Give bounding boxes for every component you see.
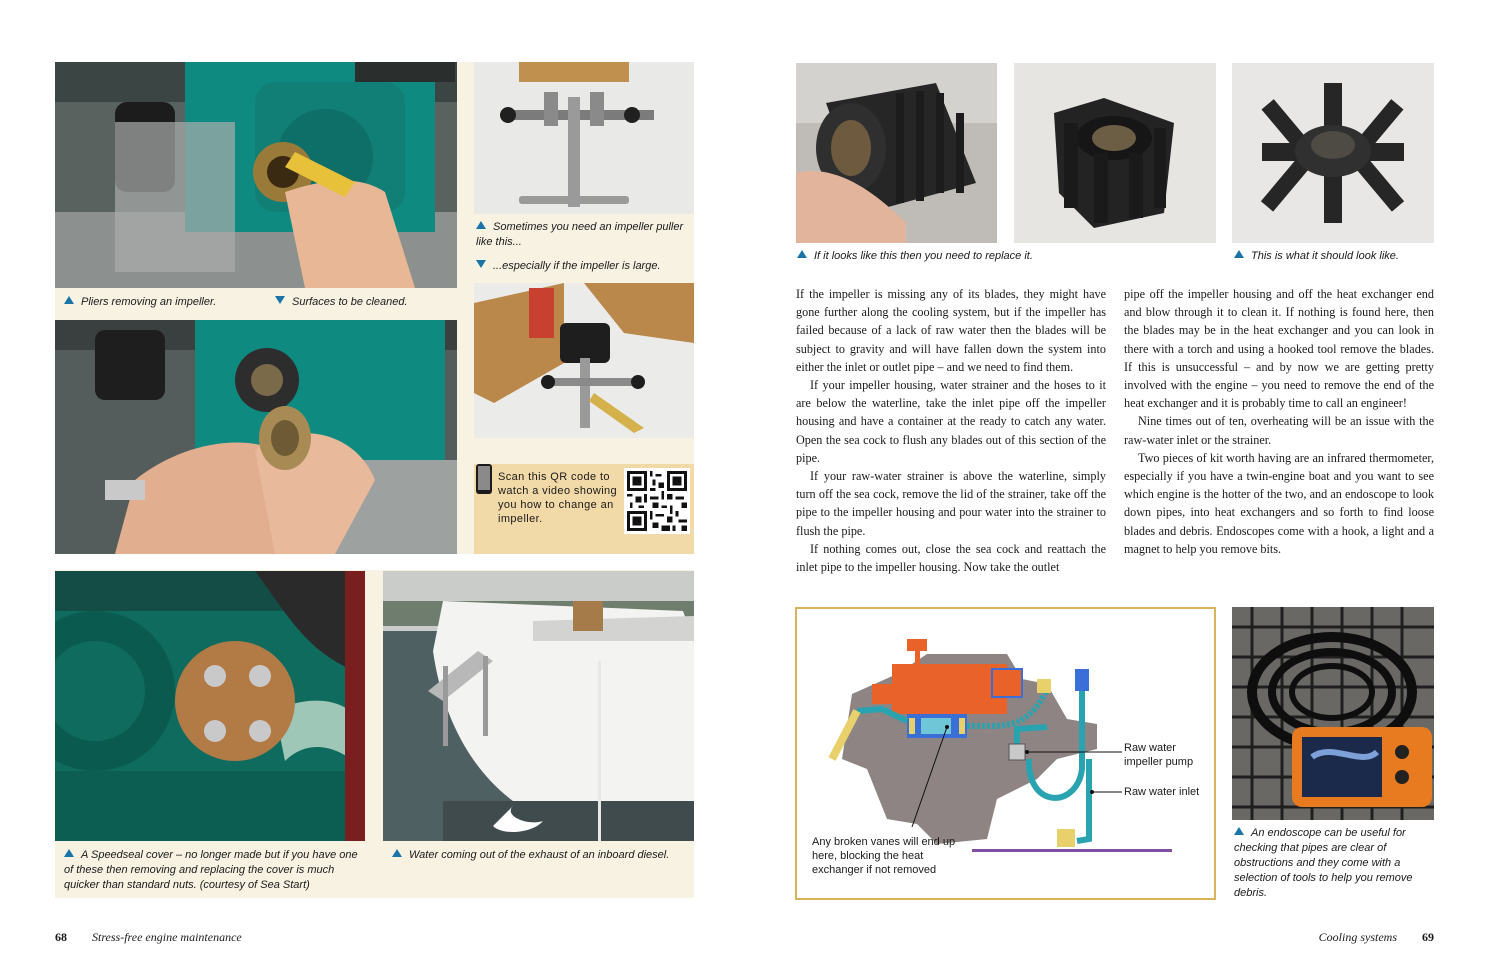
body-column-1 bbox=[796, 285, 1106, 576]
triangle-up-icon bbox=[476, 221, 486, 229]
triangle-up-icon bbox=[64, 296, 74, 304]
triangle-up-icon bbox=[392, 849, 402, 857]
running-title: Cooling systems bbox=[1318, 930, 1397, 944]
paragraph: Nine times out of ten, overheating will be an issue with the raw-water inlet or the strainer. bbox=[1124, 414, 1434, 447]
page-number: 69 bbox=[1422, 930, 1434, 944]
paragraph: If nothing comes out, close the sea cock and reattach the inlet pipe to the impeller housing. Now take the outlet bbox=[796, 541, 1106, 575]
photo-impeller-good bbox=[1232, 63, 1434, 243]
triangle-down-icon bbox=[275, 296, 285, 304]
left-footer bbox=[55, 930, 242, 945]
label-raw-water-impeller-pump: Raw water impeller pump bbox=[1124, 742, 1194, 768]
photo-speedseal-cover bbox=[55, 571, 365, 841]
photo-endoscope bbox=[1232, 607, 1434, 820]
phone-icon bbox=[476, 464, 492, 494]
photo-exhaust-water bbox=[383, 571, 694, 841]
photo-surfaces-to-clean bbox=[55, 320, 457, 554]
caption-surfaces: Surfaces to be cleaned. bbox=[275, 295, 455, 310]
label-broken-vanes: Any broken vanes will end up here, blocking the heat exchanger if not removed bbox=[812, 836, 956, 876]
caption-exhaust: Water coming out of the exhaust of an inboard diesel. bbox=[392, 848, 692, 863]
cooling-diagram bbox=[795, 607, 1216, 900]
caption-puller-2: ...especially if the impeller is large. bbox=[476, 259, 686, 274]
triangle-up-icon bbox=[1234, 827, 1244, 835]
paragraph: If your raw-water strainer is above the waterline, simply turn off the sea cock, remove the lid of the strainer, take off the pipe to the impeller housing and pour water into the strainer to flush the pipe. bbox=[796, 469, 1106, 538]
paragraph: If the impeller is missing any of its blades, they might have gone further along the cooling system, but if the impeller has failed because of a lack of raw water then the blades will be subject to gravity and will have fallen down the system into either the inlet or outlet pipe – and we need to find them. bbox=[796, 287, 1106, 374]
triangle-up-icon bbox=[1234, 250, 1244, 258]
label-raw-water-inlet: Raw water inlet bbox=[1124, 786, 1200, 798]
photo-impeller-front bbox=[1014, 63, 1216, 243]
caption-pliers: Pliers removing an impeller. bbox=[64, 295, 264, 310]
body-column-2 bbox=[1124, 285, 1434, 558]
caption-speedseal: A Speedseal cover – no longer made but if you have one of these then removing and replacing the cover is much quicker than standard nuts. (courtesy of Sea Start) bbox=[64, 849, 358, 891]
triangle-up-icon bbox=[64, 849, 74, 857]
paragraph: If your impeller housing, water strainer and the hoses to it are below the waterline, take the inlet pipe off the impeller housing and have a container at the ready to catch any water. Open the sea cock to flush any blades out of this section of the pipe. bbox=[796, 378, 1106, 465]
photo-pliers-removing-impeller bbox=[55, 62, 457, 288]
photo-puller-on-large-impeller bbox=[474, 283, 694, 438]
right-footer bbox=[1300, 930, 1434, 945]
running-title: Stress-free engine maintenance bbox=[92, 930, 242, 944]
photo-damaged-impeller bbox=[796, 63, 997, 243]
photo-impeller-puller bbox=[474, 62, 694, 214]
qr-text: Scan this QR code to watch a video showing you how to change an impeller. bbox=[498, 471, 618, 525]
triangle-up-icon bbox=[797, 250, 807, 258]
paragraph: Two pieces of kit worth having are an infrared thermometer, especially if you have a twin-engine boat and you want to see which engine is the hotter of the two, and an endoscope to look down pipes, into heat exchangers and so forth to find loose blades and debris. Endoscopes come with a hook, a light and a magnet to help you remove bits. bbox=[1124, 450, 1434, 556]
paragraph: pipe off the impeller housing and off the heat exchanger end and blow through it to clean it. If nothing is found here, then the blades may be in the heat exchanger and you can look in there with a torch and using a hooked tool remove the blades. If this is unsuccessful – and by now we are getting pretty involved with the engine – you need to remove the end of the heat exchanger and it is probably time to call an engineer! bbox=[1124, 287, 1434, 411]
page-number: 68 bbox=[55, 930, 67, 944]
qr-callout bbox=[474, 464, 694, 554]
caption-puller-1: Sometimes you need an impeller puller like this... bbox=[476, 221, 684, 248]
caption-endoscope: An endoscope can be useful for checking that pipes are clear of obstructions and they come with a selection of tools to help you remove debris. bbox=[1234, 827, 1413, 899]
caption-replace: If it looks like this then you need to replace it. bbox=[797, 249, 1097, 264]
caption-should-look: This is what it should look like. bbox=[1234, 249, 1434, 264]
triangle-down-icon bbox=[476, 260, 486, 268]
qr-code-icon[interactable] bbox=[624, 468, 690, 534]
